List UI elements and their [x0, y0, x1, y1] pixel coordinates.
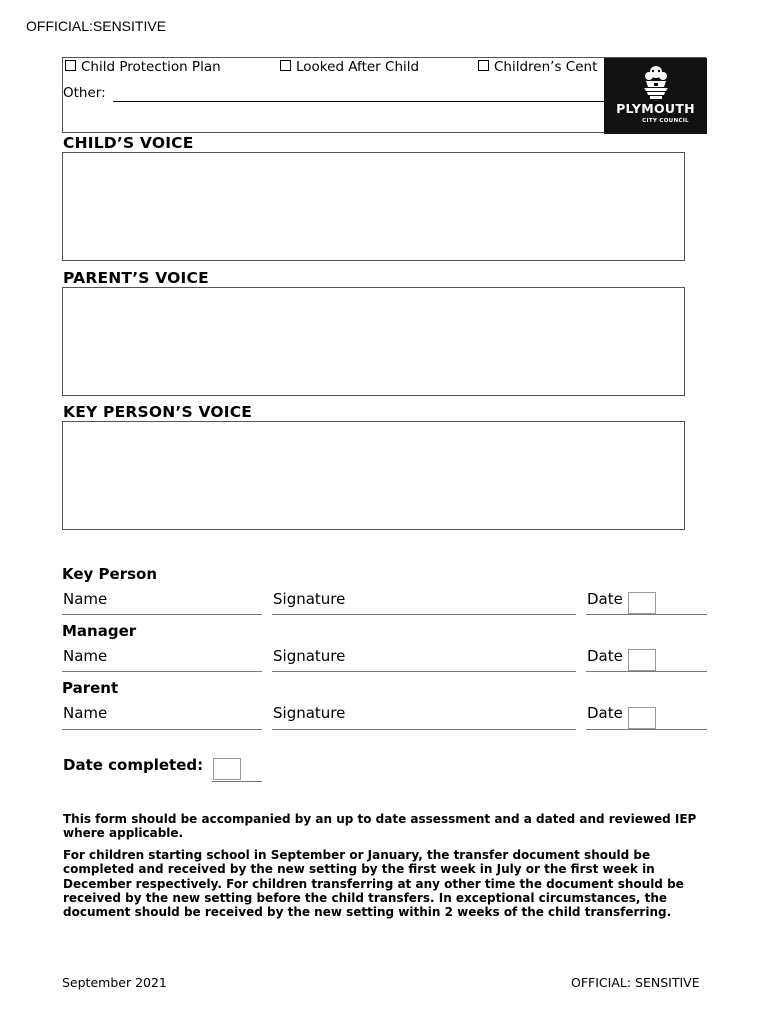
- logo-subtitle: CITY COUNCIL: [642, 118, 689, 124]
- parent-date-label: Date: [587, 704, 623, 722]
- logo-title: PLYMOUTH: [616, 101, 695, 116]
- other-label: Other:: [63, 85, 106, 101]
- key-person-label: Key Person: [62, 565, 158, 583]
- date-completed-field[interactable]: [213, 758, 241, 780]
- manager-date-label: Date: [587, 647, 623, 665]
- manager-date-line: [586, 671, 707, 672]
- key-person-date-line: [586, 614, 707, 615]
- manager-signature-field[interactable]: [272, 671, 576, 672]
- checkbox-label: Children’s Cent: [494, 59, 598, 75]
- date-completed-label: Date completed:: [63, 756, 204, 774]
- crest-icon: [640, 64, 672, 100]
- key-person-signature-field[interactable]: [272, 614, 576, 615]
- parent-name-field[interactable]: [62, 729, 262, 730]
- key-person-signature-label: Signature: [273, 590, 346, 608]
- parent-date-line: [586, 729, 707, 730]
- key-persons-voice-textarea[interactable]: [62, 421, 685, 530]
- checkbox-label: Child Protection Plan: [81, 59, 221, 75]
- parent-date-field[interactable]: [628, 707, 656, 729]
- date-completed-line: [212, 781, 262, 782]
- checkbox-childrens-centre[interactable]: [478, 59, 604, 75]
- checkbox-child-protection-plan[interactable]: [65, 59, 221, 75]
- classification-header: OFFICIAL:SENSITIVE: [26, 18, 167, 34]
- plymouth-city-council-logo: [604, 58, 707, 134]
- childs-voice-textarea[interactable]: [62, 152, 685, 261]
- footer-date: September 2021: [62, 975, 167, 990]
- key-persons-voice-heading: KEY PERSON’S VOICE: [63, 403, 253, 421]
- manager-name-field[interactable]: [62, 671, 262, 672]
- transfer-timing-note: For children starting school in September or January, the transfer document should be completed and received by the new setting by the first week in July or the first week in December respectively. For children transferring at any other time the document should be received by the new setting before the child transfers. In exceptional circumstances, the document should be received by the new setting within 2 weeks of the child transferring.: [63, 848, 684, 920]
- parent-signature-field[interactable]: [272, 729, 576, 730]
- parents-voice-heading: PARENT’S VOICE: [63, 269, 209, 287]
- manager-name-label: Name: [63, 647, 108, 665]
- key-person-date-label: Date: [587, 590, 623, 608]
- checkbox-icon[interactable]: [280, 60, 291, 71]
- checkbox-icon[interactable]: [478, 60, 489, 71]
- checkbox-looked-after-child[interactable]: [280, 59, 419, 75]
- parent-label: Parent: [62, 679, 119, 697]
- parent-name-label: Name: [63, 704, 108, 722]
- key-person-name-label: Name: [63, 590, 108, 608]
- manager-signature-label: Signature: [273, 647, 346, 665]
- other-input-line[interactable]: [113, 101, 605, 102]
- parents-voice-textarea[interactable]: [62, 287, 685, 396]
- assessment-note: This form should be accompanied by an up to date assessment and a dated and reviewed IEP where applicable.: [63, 812, 697, 841]
- parent-signature-label: Signature: [273, 704, 346, 722]
- childs-voice-heading: CHILD’S VOICE: [63, 134, 194, 152]
- checkbox-label: Looked After Child: [296, 59, 420, 75]
- checkbox-icon[interactable]: [65, 60, 76, 71]
- key-person-date-field[interactable]: [628, 592, 656, 614]
- manager-label: Manager: [62, 622, 137, 640]
- key-person-name-field[interactable]: [62, 614, 262, 615]
- footer-classification: OFFICIAL: SENSITIVE: [571, 975, 700, 990]
- manager-date-field[interactable]: [628, 649, 656, 671]
